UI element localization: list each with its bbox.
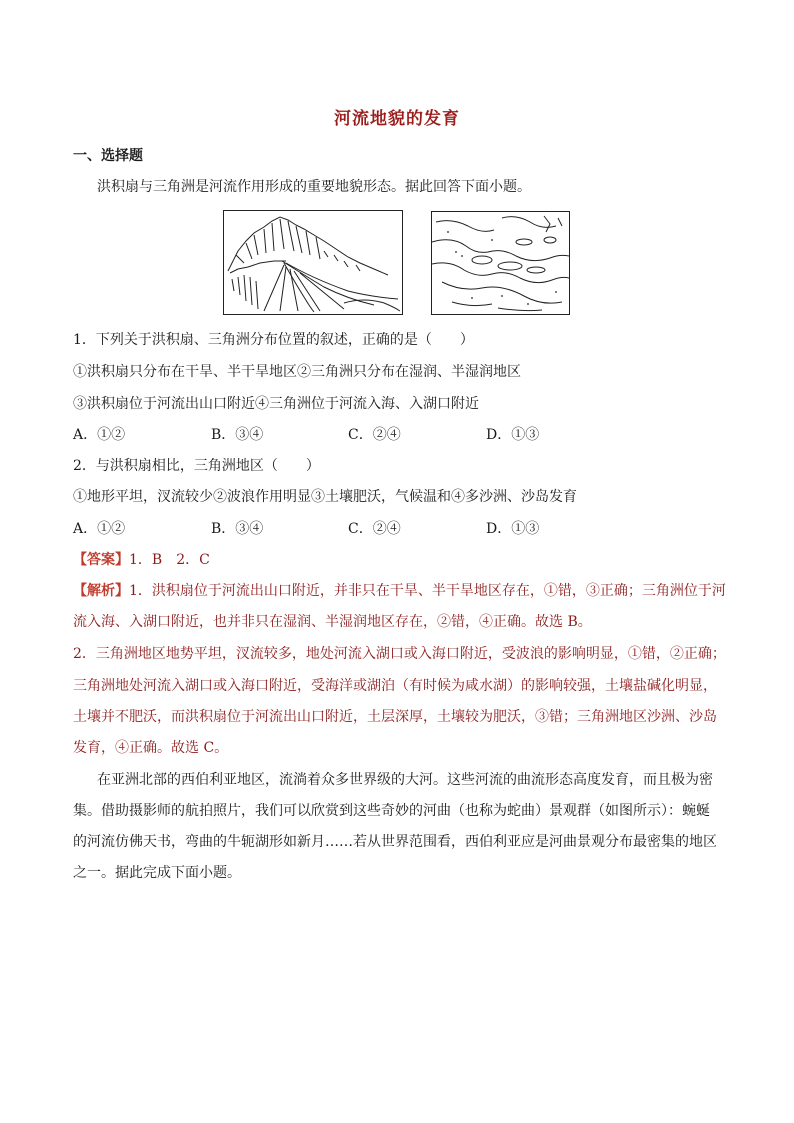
passage-line-4: 之一。据此完成下面小题。: [73, 865, 241, 881]
analysis-text-6: 发育，④正确。故选 C。: [73, 740, 229, 756]
passage-line-3: 的河流仿佛天书，弯曲的牛轭湖形如新月……若从世界范围看，西伯利亚应是河曲景观分布最密集的地区: [73, 834, 717, 850]
analysis-text-2: 流入海、入湖口附近，也并非只在湿润、半湿润地区存在，②错，④正确。故选 B。: [73, 614, 592, 630]
delta-sketch: [432, 212, 569, 314]
analysis-text-5: 土壤并不肥沃，而洪积扇位于河流出山口附近，土层深厚，土壤较为肥沃，③错；三角洲地区沙洲、沙岛: [73, 709, 717, 725]
passage-line-2: 集。借助摄影师的航拍照片，我们可以欣赏到这些奇妙的河曲（也称为蛇曲）景观群（如图所示）：蜿蜒: [73, 803, 710, 819]
q1-option-a: A．①②: [73, 427, 126, 443]
analysis-text-4: 三角洲地处河流入湖口或入海口附近，受海洋或湖泊（有时候为咸水湖）的影响较强，土壤盐碱化明显，: [73, 678, 717, 694]
analysis-tag: 【解析】: [73, 583, 129, 599]
q1-option-c: C．②④: [348, 427, 401, 443]
delta-figure: [431, 211, 570, 315]
page-title: 河流地貌的发育: [334, 109, 460, 129]
q1-statement-1: ①洪积扇只分布在干旱、半干旱地区②三角洲只分布在湿润、半湿润地区: [73, 364, 521, 380]
q1-option-d: D．①③: [486, 427, 540, 443]
answer-line: [73, 550, 210, 570]
alluvial-fan-sketch: [224, 211, 402, 314]
answer-text: 1．B 2．C: [129, 552, 210, 568]
alluvial-fan-figure: [223, 210, 403, 315]
q2-option-c: C．②④: [348, 521, 401, 537]
answer-tag: 【答案】: [73, 552, 129, 568]
section-heading: 一、选择题: [73, 148, 143, 164]
analysis-line-1: [73, 581, 726, 601]
q2-option-b: B．③④: [211, 521, 264, 537]
analysis-text-1: 1．洪积扇位于河流出山口附近，并非只在干旱、半干旱地区存在，①错，③正确；三角洲位于河: [129, 583, 726, 599]
q2-stem: 2．与洪积扇相比，三角洲地区（ ）: [73, 458, 320, 474]
intro-text: 洪积扇与三角洲是河流作用形成的重要地貌形态。据此回答下面小题。: [97, 179, 531, 195]
analysis-text-3: 2．三角洲地区地势平坦，汊流较多，地处河流入湖口或入海口附近，受波浪的影响明显，①错，②正确；: [73, 646, 726, 662]
q2-statement-1: ①地形平坦，汊流较少②波浪作用明显③土壤肥沃，气候温和④多沙洲、沙岛发育: [73, 489, 577, 505]
q1-statement-2: ③洪积扇位于河流出山口附近④三角洲位于河流入海、入湖口附近: [73, 396, 479, 412]
q2-option-a: A．①②: [73, 521, 126, 537]
passage-line-1: 在亚洲北部的西伯利亚地区，流淌着众多世界级的大河。这些河流的曲流形态高度发育，而且极为密: [97, 772, 713, 788]
q1-stem: 1．下列关于洪积扇、三角洲分布位置的叙述，正确的是（ ）: [73, 332, 474, 348]
q1-option-b: B．③④: [211, 427, 264, 443]
q2-option-d: D．①③: [486, 521, 540, 537]
